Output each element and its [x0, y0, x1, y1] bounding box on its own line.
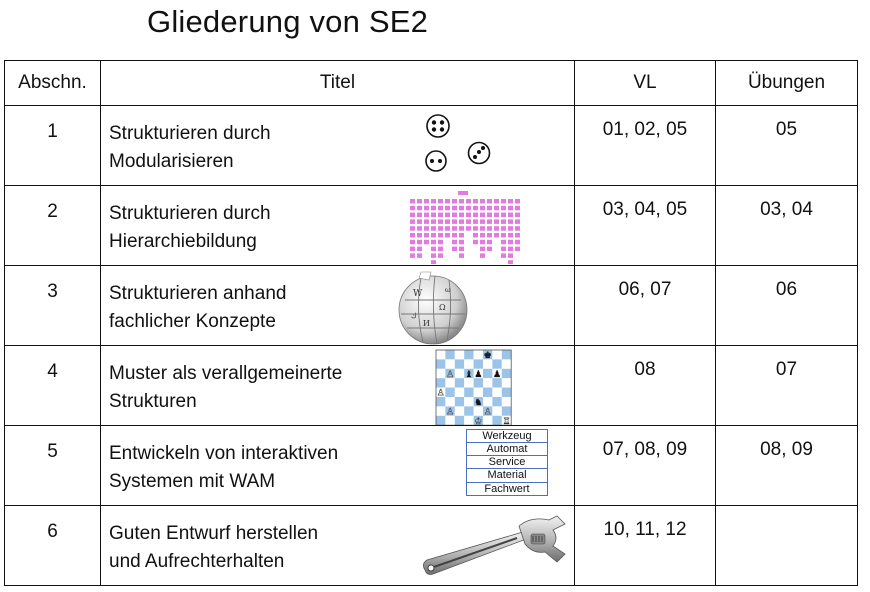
svg-text:♙: ♙ [446, 407, 455, 418]
title-line: fachlicher Konzepte [109, 311, 276, 332]
svg-text:♙: ♙ [483, 407, 492, 418]
title-line: und Aufrechterhalten [109, 551, 285, 572]
vl-value: 01, 02, 05 [602, 119, 688, 140]
title-cell [101, 186, 575, 266]
chessboard-icon [434, 349, 516, 425]
vl-value: 10, 11, 12 [603, 519, 687, 540]
section-number: 2 [47, 201, 58, 222]
title-line: Hierarchiebildung [109, 231, 257, 252]
table-row [5, 506, 858, 586]
svg-text:♙: ♙ [436, 388, 445, 399]
section-number: 4 [47, 361, 58, 382]
svg-text:ω: ω [445, 286, 451, 294]
title-line: Strukturieren durch [109, 123, 271, 144]
svg-text:♔: ♔ [474, 416, 483, 425]
table-row [5, 426, 858, 506]
wam-layer: Service [466, 455, 548, 470]
section-number: 1 [47, 121, 58, 142]
title-line: Strukturieren durch [109, 203, 271, 224]
wrench-icon [419, 514, 571, 582]
header-titel: Titel [101, 61, 575, 106]
table-row [5, 106, 858, 186]
header-vl: VL [575, 61, 716, 106]
table-row [5, 266, 858, 346]
svg-text:И: И [423, 319, 430, 328]
svg-text:♝: ♝ [464, 369, 473, 380]
title-cell [101, 106, 575, 186]
svg-text:♟: ♟ [493, 369, 502, 380]
svg-text:♟: ♟ [474, 369, 483, 380]
uebungen-value: 06 [775, 279, 798, 300]
section-number: 5 [47, 441, 58, 462]
title-line: Entwickeln von interaktiven [109, 443, 339, 464]
svg-text:♚: ♚ [483, 350, 492, 361]
title-line: Strukturen [109, 391, 197, 412]
uebungen-value: 03, 04 [760, 199, 813, 220]
svg-text:♞: ♞ [474, 397, 483, 408]
header-abschnitt: Abschn. [5, 61, 101, 106]
outline-table [4, 60, 858, 586]
wam-layer: Automat [466, 442, 548, 457]
header-uebungen: Übungen [716, 61, 858, 106]
section-number: 3 [47, 281, 58, 302]
title-line: Modularisieren [109, 151, 234, 172]
title-line: Guten Entwurf herstellen [109, 523, 319, 544]
section-number: 6 [47, 521, 58, 542]
wam-layer: Werkzeug [466, 429, 548, 444]
vl-value: 07, 08, 09 [602, 439, 688, 460]
title-cell [101, 346, 575, 426]
page-title: Gliederung von SE2 [147, 4, 429, 39]
svg-text:Ω: Ω [439, 303, 446, 312]
svg-text:♙: ♙ [446, 369, 455, 380]
svg-text:W: W [413, 289, 423, 299]
table-header-row [5, 61, 858, 106]
wam-layer: Material [466, 468, 548, 483]
title-cell [101, 506, 575, 586]
uebungen-value: 07 [775, 359, 798, 380]
svg-text:ك: ك [411, 312, 417, 320]
vl-value: 06, 07 [618, 279, 672, 300]
title-line: Systemen mit WAM [109, 471, 276, 492]
table-row [5, 346, 858, 426]
hierarchy-tree-icon [406, 190, 526, 264]
svg-text:♖: ♖ [502, 416, 511, 425]
table-row [5, 186, 858, 266]
title-line: Muster als verallgemeinerte [109, 363, 343, 384]
module-circles-icon [416, 114, 506, 178]
vl-value: 03, 04, 05 [602, 199, 688, 220]
title-cell [101, 266, 575, 346]
puzzle-globe-icon [393, 270, 473, 346]
title-cell [101, 426, 575, 506]
uebungen-value: 05 [775, 119, 798, 140]
wam-layers-diagram [466, 430, 548, 496]
title-line: Strukturieren anhand [109, 283, 287, 304]
vl-value: 08 [634, 359, 656, 380]
uebungen-value: 08, 09 [760, 439, 813, 460]
wam-layer: Fachwert [466, 482, 548, 497]
